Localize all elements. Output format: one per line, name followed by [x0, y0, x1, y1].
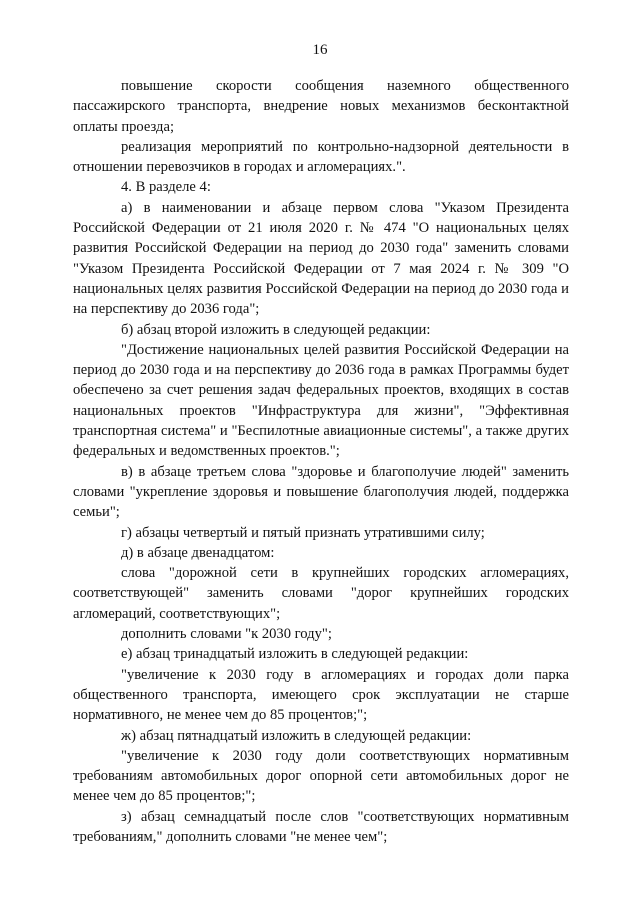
- paragraph-item-b-text: "Достижение национальных целей развития Российской Федерации на период до 2030 года и на перспективу до 2036 года в рамках Программы будет обеспечено за счет решения задач федеральных проектов, входящих в состав национальных проектов "Инфраструктура для жизни", "Эффективная транспортная система" и "Беспилотные авиационные системы", а также других федеральных и ведомственных проектов.";: [73, 341, 569, 460]
- paragraph-item-d-words: слова "дорожной сети в крупнейших городских агломерациях, соответствующей" заменить словами "дорог крупнейших городских агломераций, соответствующих";: [73, 565, 569, 622]
- paragraph-item-g: г) абзацы четвертый и пятый признать утратившими силу;: [121, 524, 485, 541]
- paragraph-item-b: б) абзац второй изложить в следующей редакции:: [121, 321, 431, 338]
- paragraph-item-v: в) в абзаце третьем слова "здоровье и благополучие людей" заменить словами "укрепление здоровья и повышение благополучия людей, поддержка семьи";: [73, 463, 569, 521]
- paragraph-section-4-heading: 4. В разделе 4:: [121, 179, 211, 196]
- paragraph-item-d: д) в абзаце двенадцатом:: [121, 544, 275, 561]
- paragraph-item-zh-text: "увеличение к 2030 году доли соответствующих нормативным требованиям автомобильных дорог опорной сети автомобильных дорог не менее чем до 85 процентов;";: [73, 747, 569, 805]
- page-number: 16: [312, 42, 328, 58]
- paragraph-control-measures: реализация мероприятий по контрольно-надзорной деятельности в отношении перевозчиков в городах и агломерациях.".: [73, 138, 569, 176]
- document-body: [73, 76, 569, 847]
- paragraph-item-a: а) в наименовании и абзаце первом слова "Указом Президента Российской Федерации от 21 июля 2020 г. № 474 "О национальных целях развития Российской Федерации на период до 2030 года" заменить словами "Указом Президента Российской Федерации от 7 мая 2024 г. № 309 "О национальных целях развития Российской Федерации на период до 2030 года и на перспективу до 2036 года";: [73, 199, 569, 318]
- paragraph-item-zh: ж) абзац пятнадцатый изложить в следующей редакции:: [121, 727, 472, 744]
- paragraph-item-d-supplement: дополнить словами "к 2030 году";: [121, 626, 332, 643]
- paragraph-item-e-text: "увеличение к 2030 году в агломерациях и городах доли парка общественного транспорта, имеющего срок эксплуатации не старше нормативного, не менее чем до 85 процентов;";: [73, 666, 569, 724]
- paragraph-item-z: з) абзац семнадцатый после слов "соответствующих нормативным требованиям," дополнить словами "не менее чем";: [73, 808, 569, 845]
- paragraph-item-e: е) абзац тринадцатый изложить в следующей редакции:: [121, 646, 469, 663]
- paragraph-transport-speed: повышение скорости сообщения наземного общественного пассажирского транспорта, внедрение новых механизмов бесконтактной оплаты проезда;: [73, 78, 569, 135]
